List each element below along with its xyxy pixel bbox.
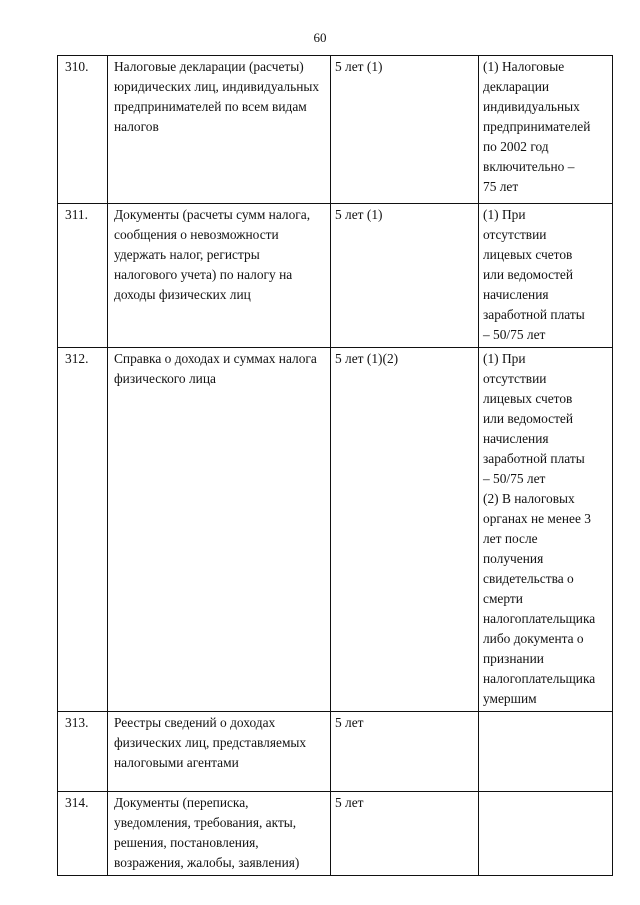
note: (1) Налоговые декларации индивидуальных предпринимателей по 2002 год включительно – 75 лет <box>479 56 613 204</box>
document-name: Документы (переписка, уведомления, требования, акты, решения, постановления, возражения, жалобы, заявления) <box>108 792 331 876</box>
note <box>479 792 613 876</box>
row-number: 313. <box>58 712 108 792</box>
table-row <box>58 792 613 876</box>
row-number: 312. <box>58 348 108 712</box>
note: (1) При отсутствии лицевых счетов или ведомостей начисления заработной платы – 50/75 лет <box>483 351 585 486</box>
storage-term: 5 лет (1) <box>331 204 479 348</box>
records-table <box>57 55 613 876</box>
row-number: 310. <box>58 56 108 204</box>
note <box>479 712 613 792</box>
table-row <box>58 56 613 204</box>
document-name: Справка о доходах и суммах налога физического лица <box>108 348 331 712</box>
page-number: 60 <box>313 30 327 45</box>
document-name: Реестры сведений о доходах физических лиц, представляемых налоговыми агентами <box>108 712 331 792</box>
note-2: (2) В налоговых органах не менее 3 лет после получения свидетельства о смерти налогоплательщика либо документа о признании налогоплательщика умершим <box>483 491 596 706</box>
note-cell <box>479 348 613 712</box>
storage-term: 5 лет (1) <box>331 56 479 204</box>
storage-term: 5 лет <box>331 712 479 792</box>
table-row <box>58 348 613 712</box>
storage-term: 5 лет (1)(2) <box>331 348 479 712</box>
table-row <box>58 204 613 348</box>
table-row <box>58 712 613 792</box>
row-number: 314. <box>58 792 108 876</box>
document-name: Налоговые декларации (расчеты) юридических лиц, индивидуальных предпринимателей по всем видам налогов <box>108 56 331 204</box>
note: (1) При отсутствии лицевых счетов или ведомостей начисления заработной платы – 50/75 лет <box>479 204 613 348</box>
row-number: 311. <box>58 204 108 348</box>
storage-term: 5 лет <box>331 792 479 876</box>
document-name: Документы (расчеты сумм налога, сообщения о невозможности удержать налог, регистры налогового учета) по налогу на доходы физических лиц <box>108 204 331 348</box>
